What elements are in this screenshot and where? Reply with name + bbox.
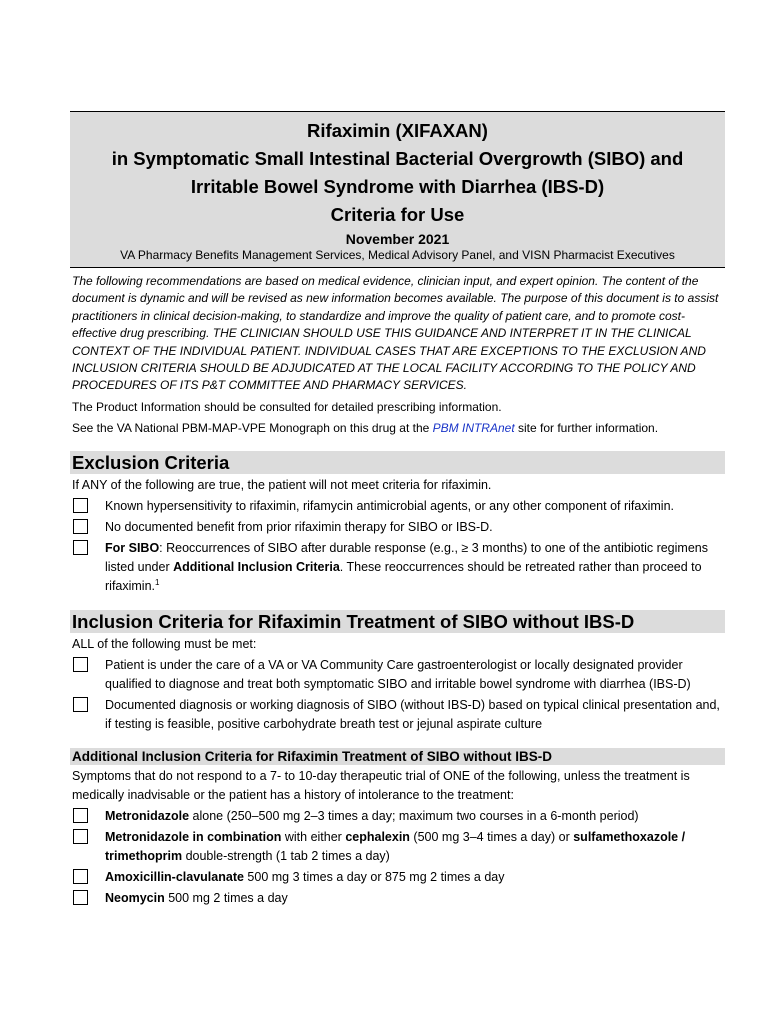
- checkbox[interactable]: [73, 869, 88, 884]
- product-info-note: The Product Information should be consulted for detailed prescribing information.: [72, 399, 502, 414]
- item-text: Patient is under the care of a VA or VA Community Care gastroenterologist or locally designated provider qualified to diagnose and treat both symptomatic SIBO and irritable bowel syndrome with diarrhea (IBS-D): [105, 657, 691, 691]
- text-run: double-strength (1 tab 2 times a day): [182, 848, 390, 863]
- text-run: 500 mg 2 times a day: [164, 890, 288, 905]
- exclusion-criteria-heading: Exclusion Criteria: [70, 451, 725, 474]
- document-date: November 2021: [345, 231, 450, 247]
- bold-label: For SIBO: [105, 540, 160, 555]
- monograph-text-after: site for further information.: [514, 420, 659, 435]
- monograph-note: [70, 420, 725, 437]
- checkbox[interactable]: [73, 697, 88, 712]
- exclusion-item-no-benefit: [70, 518, 725, 537]
- checkbox[interactable]: [73, 829, 88, 844]
- item-text: [105, 828, 725, 866]
- text-run: : Reoccurrences of SIBO after durable response (e.g., ≥ 3 months) to one of the antibiotic regimens listed under: [105, 540, 708, 574]
- title-line-2: in Symptomatic Small Intestinal Bacterial Overgrowth (SIBO) and: [111, 148, 684, 169]
- pbm-intranet-link[interactable]: PBM INTRAnet: [432, 420, 515, 435]
- item-text: [105, 807, 725, 826]
- drug-title: Rifaximin (XIFAXAN): [307, 120, 488, 141]
- exclusion-item-hypersensitivity: [70, 497, 725, 516]
- item-text: Documented diagnosis or working diagnosis of SIBO (without IBS-D) based on typical clinical presentation and, if testing is feasible, positive carbohydrate breath test or jejunal aspirate culture: [105, 697, 720, 731]
- drug-name: sulfamethoxazole / trimethoprim: [105, 829, 686, 863]
- criteria-document: [70, 111, 725, 908]
- inclusion-criteria-heading: Inclusion Criteria for Rifaximin Treatment of SIBO without IBS-D: [70, 610, 725, 633]
- inclusion-item-diagnosis: [70, 696, 725, 734]
- document-header: [70, 111, 725, 268]
- checkbox[interactable]: [73, 808, 88, 823]
- item-text: [105, 539, 725, 596]
- text-run: alone (250–500 mg 2–3 times a day; maximum two courses in a 6-month period): [189, 808, 639, 823]
- regimen-metronidazole-combination: [70, 828, 725, 866]
- issuing-panel: VA Pharmacy Benefits Management Services, Medical Advisory Panel, and VISN Pharmacist Executives: [120, 248, 675, 262]
- item-text: [105, 889, 725, 908]
- exclusion-lead: If ANY of the following are true, the patient will not meet criteria for rifaximin.: [72, 477, 492, 492]
- item-text: No documented benefit from prior rifaximin therapy for SIBO or IBS-D.: [105, 519, 493, 534]
- regimen-neomycin: [70, 889, 725, 908]
- checkbox[interactable]: [73, 657, 88, 672]
- additional-lead: Symptoms that do not respond to a 7- to 10-day therapeutic trial of ONE of the following, unless the treatment is medically inadvisable or the patient has a history of intolerance to the treatment:: [72, 768, 690, 802]
- text-run: with either: [281, 829, 346, 844]
- footnote-ref: 1: [155, 577, 160, 587]
- inclusion-lead: ALL of the following must be met:: [72, 636, 257, 651]
- text-run: . These reoccurrences should be retreated rather than proceed to rifaximin.: [105, 559, 702, 593]
- text-run: (500 mg 3–4 times a day) or: [409, 829, 574, 844]
- drug-name: Metronidazole: [105, 808, 190, 823]
- title-line-3: Irritable Bowel Syndrome with Diarrhea (IBS-D): [190, 176, 605, 197]
- checkbox[interactable]: [73, 519, 88, 534]
- inclusion-item-gi-care: [70, 656, 725, 694]
- drug-name: Neomycin: [105, 890, 165, 905]
- drug-name: Amoxicillin-clavulanate: [105, 869, 244, 884]
- bold-reference: Additional Inclusion Criteria: [173, 559, 340, 574]
- additional-inclusion-heading: Additional Inclusion Criteria for Rifaximin Treatment of SIBO without IBS-D: [70, 748, 725, 765]
- checkbox[interactable]: [73, 540, 88, 555]
- disclaimer-paragraph: The following recommendations are based on medical evidence, clinician input, and expert opinion. The content of the document is dynamic and will be revised as new information becomes available. The purpose of this document is to assist practitioners in clinical decision-making, to standardize and improve the quality of patient care, and to promote cost-effective drug prescribing. THE CLINICIAN SHOULD USE THIS GUIDANCE AND INTERPRET IT IN THE CLINICAL CONTEXT OF THE INDIVIDUAL PATIENT. INDIVIDUAL CASES THAT ARE EXCEPTIONS TO THE EXCLUSION AND INCLUSION CRITERIA SHOULD BE ADJUDICATED AT THE LOCAL FACILITY ACCORDING TO THE POLICY AND PROCEDURES OF ITS P&T COMMITTEE AND PHARMACY SERVICES.: [72, 274, 719, 393]
- monograph-text-before: See the VA National PBM-MAP-VPE Monograph on this drug at the: [72, 420, 433, 435]
- title-line-4: Criteria for Use: [330, 204, 465, 225]
- checkbox[interactable]: [73, 890, 88, 905]
- item-text: Known hypersensitivity to rifaximin, rifamycin antimicrobial agents, or any other component of rifaximin.: [105, 498, 674, 513]
- regimen-amoxicillin-clavulanate: [70, 868, 725, 887]
- text-run: 500 mg 3 times a day or 875 mg 2 times a day: [243, 869, 505, 884]
- item-text: [105, 868, 725, 887]
- drug-name: cephalexin: [345, 829, 410, 844]
- drug-name: Metronidazole in combination: [105, 829, 282, 844]
- checkbox[interactable]: [73, 498, 88, 513]
- exclusion-item-sibo-reoccurrence: [70, 539, 725, 596]
- regimen-metronidazole: [70, 807, 725, 826]
